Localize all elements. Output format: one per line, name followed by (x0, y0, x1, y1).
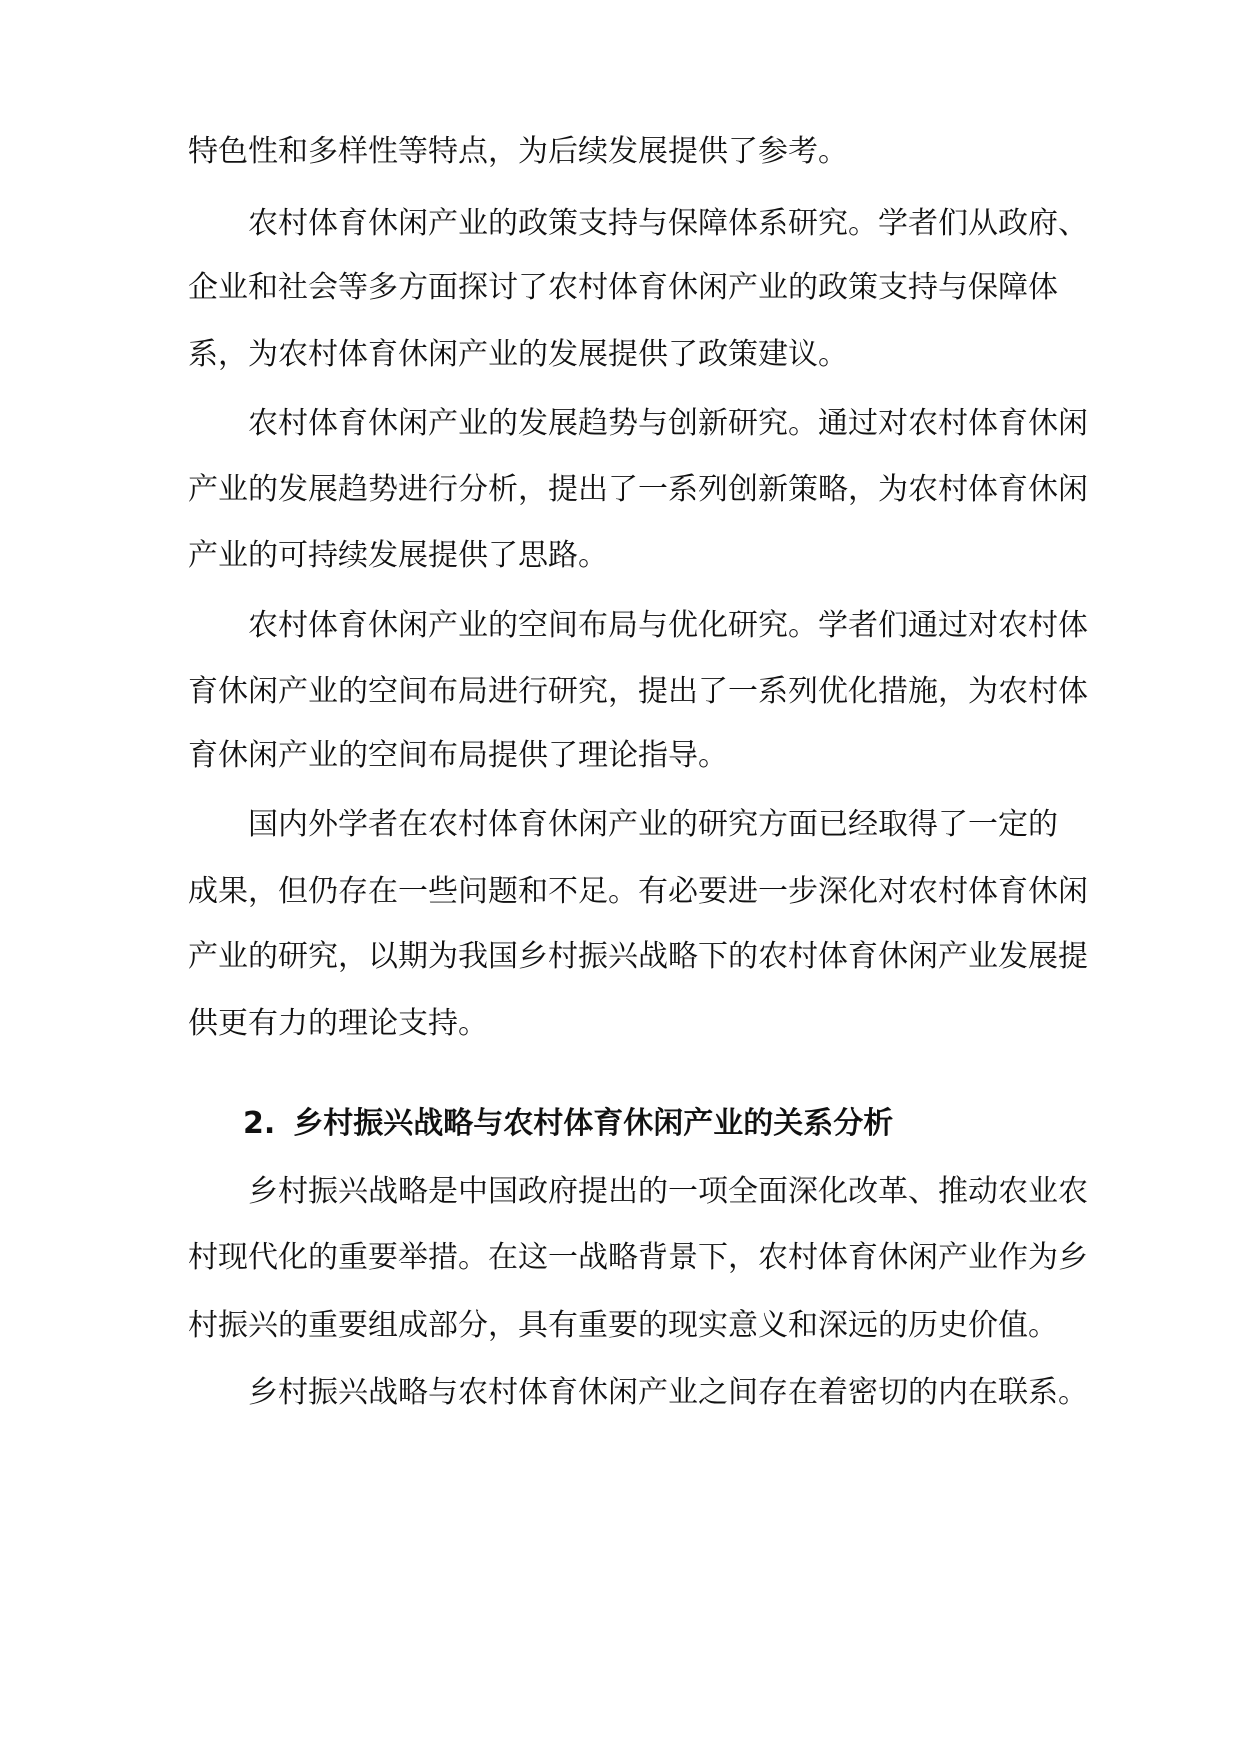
paragraph-line: 农村体育休闲产业的空间布局与优化研究。学者们通过对农村体 (248, 608, 1088, 643)
section-number: 2. (243, 1106, 276, 1141)
paragraph-line: 乡村振兴战略是中国政府提出的一项全面深化改革、推动农业农 (248, 1174, 1088, 1209)
paragraph-line: 产业的可持续发展提供了思路。 (188, 538, 608, 573)
paragraph-line: 特色性和多样性等特点，为后续发展提供了参考。 (188, 134, 848, 169)
paragraph-line: 村现代化的重要举措。在这一战略背景下，农村体育休闲产业作为乡 (188, 1240, 1088, 1275)
paragraph-line: 企业和社会等多方面探讨了农村体育休闲产业的政策支持与保障体 (188, 270, 1058, 305)
paragraph-line: 产业的发展趋势进行分析，提出了一系列创新策略，为农村体育休闲 (188, 472, 1088, 507)
section-heading (243, 1104, 893, 1144)
paragraph-line: 产业的研究，以期为我国乡村振兴战略下的农村体育休闲产业发展提 (188, 939, 1088, 974)
paragraph-line: 村振兴的重要组成部分，具有重要的现实意义和深远的历史价值。 (188, 1308, 1058, 1343)
paragraph-line: 国内外学者在农村体育休闲产业的研究方面已经取得了一定的 (248, 807, 1058, 842)
paragraph-line: 农村体育休闲产业的发展趋势与创新研究。通过对农村体育休闲 (248, 406, 1088, 441)
paragraph-line: 育休闲产业的空间布局提供了理论指导。 (188, 738, 728, 773)
section-title: 乡村振兴战略与农村体育休闲产业的关系分析 (293, 1106, 894, 1141)
paragraph-line: 育休闲产业的空间布局进行研究，提出了一系列优化措施，为农村体 (188, 674, 1088, 709)
paragraph-line: 农村体育休闲产业的政策支持与保障体系研究。学者们从政府、 (248, 206, 1088, 241)
paragraph-line: 系，为农村体育休闲产业的发展提供了政策建议。 (188, 337, 848, 372)
paragraph-line: 供更有力的理论支持。 (188, 1006, 488, 1041)
paragraph-line: 成果，但仍存在一些问题和不足。有必要进一步深化对农村体育休闲 (188, 874, 1088, 909)
paragraph-line: 乡村振兴战略与农村体育休闲产业之间存在着密切的内在联系。 (248, 1375, 1088, 1410)
